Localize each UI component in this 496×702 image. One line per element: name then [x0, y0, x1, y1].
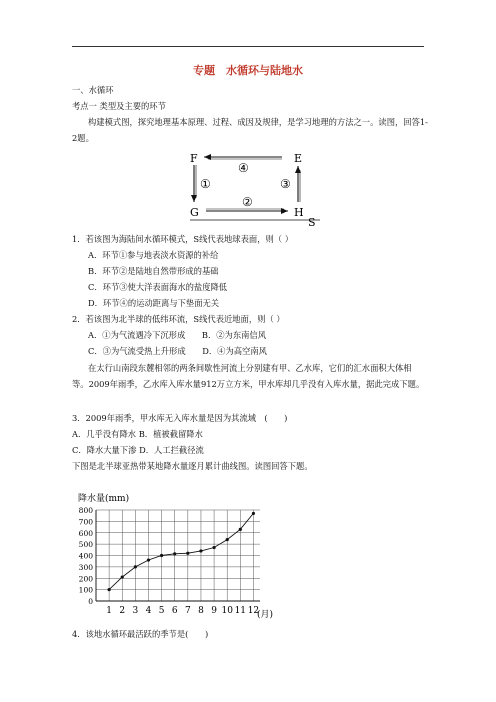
- x-tick-label: 2: [119, 606, 126, 616]
- x-tick-label: 1: [106, 606, 112, 616]
- q3-stem: 3．2009年雨季，甲水库无入库水量是因为其流域 ( ): [72, 413, 288, 423]
- data-point: [160, 554, 163, 557]
- y-tick-label: 200: [78, 574, 93, 584]
- q2-stem: 2．若该图为北半球的低纬环流，S线代表近地面，则（ ）: [72, 314, 285, 324]
- y-tick-label: 700: [78, 517, 93, 527]
- y-tick-label: 0: [88, 597, 93, 606]
- label-S: S: [308, 216, 316, 228]
- data-point: [121, 576, 124, 579]
- data-point: [252, 512, 255, 515]
- q4-stem: 4．该地水循环最活跃的季节是( ): [72, 629, 209, 639]
- label-H: H: [294, 206, 304, 219]
- data-point: [108, 588, 111, 591]
- y-tick-label: 400: [78, 551, 93, 561]
- data-point: [173, 552, 176, 555]
- x-tick-label: 12: [247, 606, 260, 616]
- label-F: F: [190, 152, 198, 165]
- section-heading: 一、水循环: [72, 85, 114, 95]
- chart-intro: 下图是北半球亚热带某地降水量逐月累计曲线图。读图回答下题。: [72, 461, 313, 471]
- x-tick-label: 9: [211, 606, 217, 616]
- q1-option-d: D．环节④的运动距离与下垫面无关: [88, 298, 220, 308]
- precipitation-chart: [70, 488, 280, 620]
- x-tick-label: 10: [221, 606, 233, 616]
- q2-options-ab: A．①为气流遇冷下沉形成 B．②为东南信风: [88, 330, 267, 340]
- y-tick-label: 100: [78, 585, 93, 595]
- num-2: ②: [242, 195, 253, 209]
- data-point: [186, 552, 189, 555]
- num-1: ①: [200, 177, 211, 191]
- q1-option-b: B．环节②是陆地自然带形成的基础: [88, 266, 219, 276]
- data-point: [199, 549, 202, 552]
- x-axis-unit: (月): [257, 610, 274, 620]
- x-tick-label: 3: [132, 606, 139, 616]
- q1-option-a: A．环节①参与地表淡水资源的补给: [88, 250, 219, 260]
- header-rule: [72, 46, 424, 47]
- y-tick-label: 600: [78, 528, 93, 538]
- data-point: [226, 538, 229, 541]
- label-G: G: [190, 206, 199, 219]
- x-tick-label: 11: [234, 606, 247, 616]
- q3-options-ab: A．几乎没有降水 B．植被截留降水: [72, 429, 203, 439]
- data-point: [134, 565, 137, 568]
- x-tick-label: 7: [184, 606, 191, 616]
- y-tick-label: 300: [78, 562, 93, 572]
- q3-options-cd: C．降水大量下渗 D．人工拦截径流: [72, 445, 204, 455]
- x-tick-label: 6: [171, 606, 178, 616]
- label-E: E: [294, 152, 303, 165]
- water-cycle-diagram: [170, 148, 330, 228]
- num-4: ④: [238, 161, 249, 175]
- q1-option-c: C．环节③使大洋表面海水的盐度降低: [88, 282, 228, 292]
- y-axis-label: 降水量(mm): [78, 494, 130, 504]
- data-point: [239, 528, 242, 531]
- point-heading: 考点一 类型及主要的环节: [72, 101, 166, 111]
- y-tick-label: 500: [78, 540, 93, 550]
- x-tick-label: 5: [158, 606, 165, 616]
- x-tick-label: 8: [198, 606, 204, 616]
- y-tick-label: 800: [78, 506, 93, 515]
- num-3: ③: [280, 177, 291, 191]
- page-title: 专题 水循环与陆地水: [193, 64, 303, 77]
- q1-stem: 1．若该图为海陆间水循环模式，S线代表地球表面，则（ ）: [72, 234, 294, 244]
- passage: 在太行山南段东麓相邻的两条间歇性河流上分别建有甲、乙水库，它们的汇水面积大体相等。2009年雨季，乙水库入库水量912万立方米，甲水库却几乎没有入库水量，据此完成下题。: [72, 363, 425, 389]
- data-point: [212, 546, 215, 549]
- x-tick-label: 4: [145, 606, 152, 616]
- data-point: [147, 558, 150, 561]
- intro-paragraph: 构建模式图，探究地理基本原理、过程、成因及规律，是学习地理的方法之一。读图，回答1-2题。: [72, 117, 428, 143]
- q2-options-cd: C．③为气流受热上升形成 D．④为高空南风: [88, 346, 267, 356]
